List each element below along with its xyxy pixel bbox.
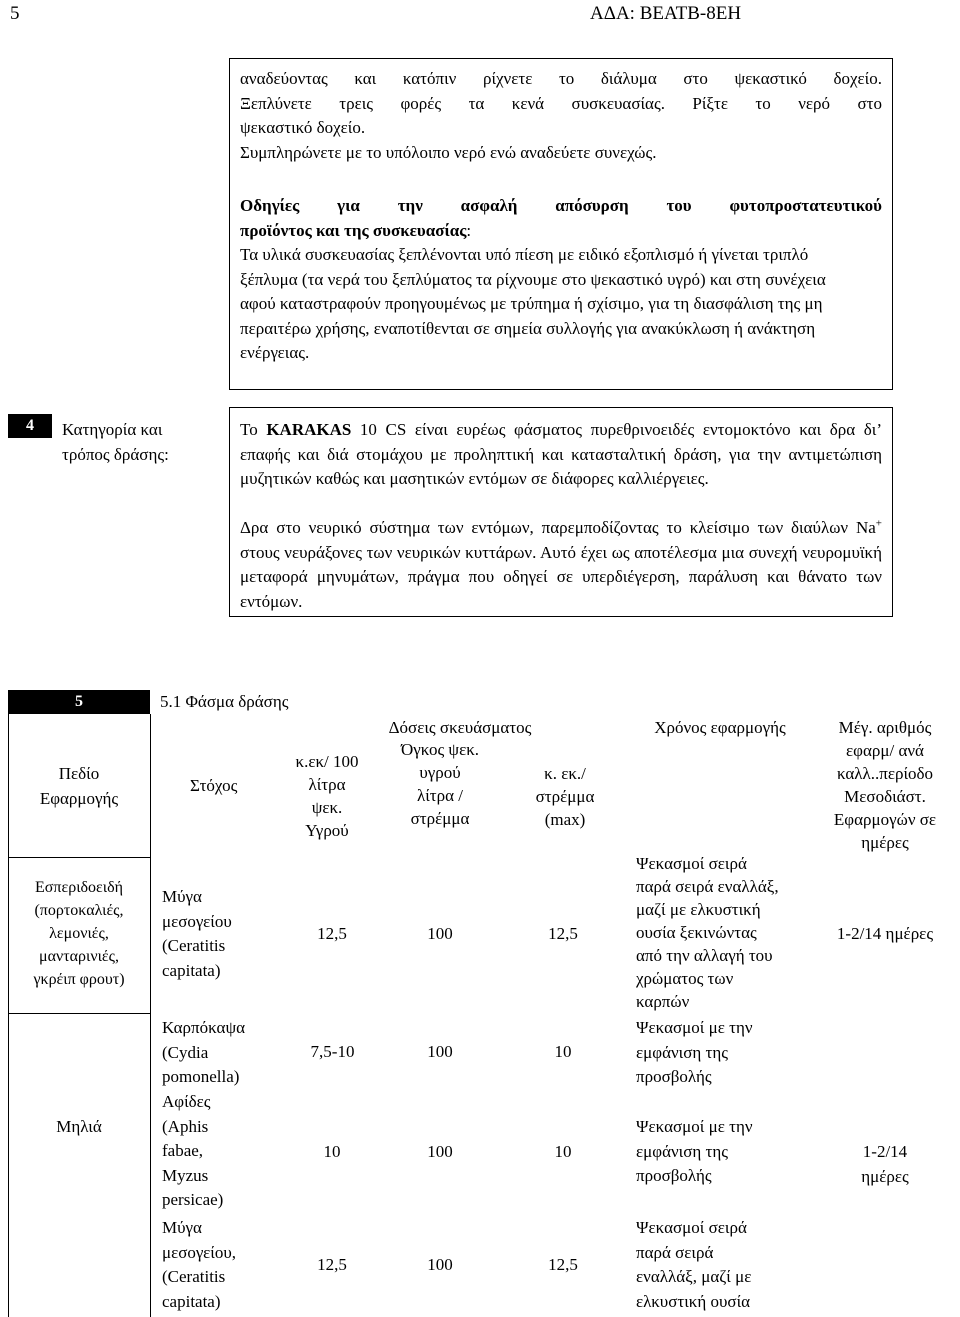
- header-apps-line: εφαρμ/ ανά: [846, 741, 924, 760]
- timing-cell: [636, 1115, 753, 1189]
- timing-line: ουσία ξεκινώντας: [636, 923, 757, 942]
- header-apps-line: καλλ..περίοδο: [836, 764, 934, 783]
- header-target: Στόχος: [190, 776, 238, 795]
- timing-cell: [636, 852, 779, 1013]
- header-field-line: Εφαρμογής: [39, 788, 119, 808]
- timing-line: παρά σειρά εναλλάξ,: [636, 877, 779, 896]
- section-number-badge: [8, 414, 52, 438]
- dose-a-value: 12,5: [317, 924, 347, 943]
- mode-of-action-text-2: [240, 516, 882, 614]
- header-dose-c-line: κ. εκ./: [544, 764, 586, 783]
- target-line: Μύγα: [162, 887, 202, 906]
- target-line: Myzus: [162, 1165, 209, 1185]
- header-field: [8, 762, 150, 811]
- dose-c-value: 12,5: [548, 1255, 578, 1274]
- disposal-text: Τα υλικά συσκευασίας ξεπλένονται υπό πίεση με ειδικό εξοπλισμό ή γίνεται τριπλό ξέπλυμα (τα νερά του ξεπλύματος τα ρίχνουμε στο ψεκαστικό υγρό) και στη συνέχεια αφού καταστραφούν προηγουμένως με τρύπημα ή σχίσιμο, για τη διασφάλιση της μη περαιτέρω χρήσης, εναποτίθενται σε σημεία συλλογής για ανακύκλωση ή ανάκτηση ενέργειας.: [240, 245, 826, 362]
- timing-line: Ψεκασμοί σειρά: [636, 1218, 747, 1237]
- timing-line: προσβολής: [636, 1166, 712, 1185]
- timing-line: παρά σειρά: [636, 1242, 714, 1262]
- timing-line: Ψεκασμοί με την: [636, 1117, 753, 1136]
- apps-line: ημέρες: [861, 1166, 909, 1186]
- section5-title: 5.1 Φάσμα δράσης: [160, 692, 289, 711]
- timing-line: καρπών: [636, 992, 690, 1011]
- header-field-line: Πεδίο: [58, 764, 100, 783]
- target-medfly-apple: [162, 1216, 236, 1314]
- target-line: μεσογείου: [162, 911, 232, 931]
- timing-line: χρώματος των: [636, 969, 734, 988]
- timing-cell: [636, 1216, 751, 1314]
- disposal-heading-colon: :: [466, 220, 472, 240]
- target-line: (Aphis: [162, 1116, 209, 1136]
- section-number: 4: [26, 417, 34, 434]
- disposal-heading-line1: Οδηγίες για την ασφαλή απόσυρση του φυτοπροστατευτικού: [240, 196, 882, 215]
- section-label-line2: τρόπος δράσης:: [62, 444, 169, 464]
- timing-line: εναλλάξ, μαζί με: [636, 1267, 752, 1286]
- crop-apple: Μηλιά: [56, 1117, 102, 1136]
- dose-b-value: 100: [427, 1142, 453, 1161]
- mode-of-action-box: [229, 407, 893, 617]
- header-apps-line: Εφαρμογών σε: [833, 810, 937, 829]
- text-post: 10 CS είναι ευρέως φάσματος πυρεθρινοειδές εντομοκτόνο και δρα δι’ επαφής και διά στομάχου με προληπτική και κατασταλτική δράση, για την αντιμετώπιση μυζητικών καθώς και μασητικών εντόμων σε διάφορες καλλιέργειες.: [240, 420, 882, 488]
- header-dose-b-line: στρέμμα: [410, 809, 470, 828]
- header-dose-a: [282, 750, 372, 842]
- apps-value: [810, 1140, 960, 1189]
- section-label: [62, 418, 169, 467]
- mixing-instructions: [240, 67, 882, 165]
- crop-line: μανταρινιές,: [39, 948, 119, 965]
- target-line: (Ceratitis: [162, 936, 226, 955]
- crop-citrus: [8, 876, 150, 991]
- target-line: (Ceratitis: [162, 1267, 226, 1286]
- target-aphids: [162, 1090, 223, 1213]
- header-timing: Χρόνος εφαρμογής: [654, 718, 786, 737]
- header-apps-line: ημέρες: [861, 833, 909, 852]
- header-dose-a-line: λίτρα: [308, 775, 346, 794]
- dose-a-value: 7,5-10: [310, 1042, 355, 1061]
- target-line: pomonella): [162, 1067, 240, 1086]
- target-line: (Cydia: [162, 1042, 209, 1062]
- text2-post: στους νευράξονες των νευρικών κυττάρων. Αυτό έχει ως αποτέλεσμα μια συνεχή νευρομυϊκή μεταφορά μηνυμάτων, πράγμα που οδηγεί σε υπερδιέγερση, παράλυση και θάνατο των εντόμων.: [240, 542, 882, 611]
- timing-line: από την αλλαγή του: [636, 946, 773, 965]
- text-pre: Το: [240, 420, 267, 439]
- header-dose-c-line: στρέμμα: [535, 787, 595, 806]
- header-dose-c-line: (max): [544, 810, 586, 829]
- timing-line: Ψεκασμοί με την: [636, 1018, 753, 1037]
- timing-line: προσβολής: [636, 1067, 712, 1086]
- dose-b-value: 100: [427, 924, 453, 943]
- page-number: 5: [10, 3, 20, 24]
- crop-line: (πορτοκαλιές,: [34, 902, 124, 919]
- apps-value: 1-2/14 ημέρες: [836, 924, 934, 943]
- mode-of-action-text: [240, 418, 882, 492]
- target-medfly: [162, 885, 232, 983]
- dose-c-value: 10: [554, 1142, 572, 1161]
- header-dose-b-line: υγρού: [419, 763, 461, 782]
- dose-a-value: 10: [323, 1142, 341, 1161]
- dose-b-value: 100: [427, 1042, 453, 1061]
- mixing-line: Συμπληρώνετε με το υπόλοιπο νερό ενώ αναδεύετε συνεχώς.: [240, 142, 657, 162]
- target-line: Αφίδες: [162, 1092, 211, 1111]
- timing-line: Ψεκασμοί σειρά: [636, 854, 747, 873]
- header-dose-b: [385, 738, 495, 830]
- header-dose-a-line: Υγρού: [305, 821, 349, 840]
- apps-line: 1-2/14: [862, 1142, 908, 1161]
- product-name: KARAKAS: [266, 420, 352, 439]
- header-apps-line: Μέγ. αριθμός: [838, 718, 932, 737]
- dose-c-value: 12,5: [548, 924, 578, 943]
- target-line: persicae): [162, 1190, 224, 1209]
- disposal-section: [240, 194, 882, 366]
- header-doses: Δόσεις σκευάσματος: [388, 718, 532, 737]
- table-border: [150, 714, 151, 1317]
- mixing-line: Ξεπλύνετε τρεις φορές τα κενά συσκευασίας. Ρίξτε το νερό στο: [240, 93, 882, 113]
- sodium-superscript: +: [875, 517, 882, 530]
- header-dose-a-line: κ.εκ/ 100: [295, 752, 359, 771]
- header-apps: [810, 716, 960, 854]
- timing-line: εμφάνιση της: [636, 1042, 728, 1062]
- timing-cell: [636, 1016, 753, 1090]
- header-apps-line: Μεσοδιάστ.: [844, 787, 926, 806]
- section5-number-badge: [8, 690, 150, 714]
- crop-line: Εσπεριδοειδή: [35, 879, 123, 896]
- crop-line: λεμονιές,: [49, 925, 109, 942]
- target-line: μεσογείου,: [162, 1242, 237, 1262]
- disposal-heading-line2: προϊόντος και της συσκευασίας: [240, 220, 467, 240]
- header-dose-b-line: Όγκος ψεκ.: [400, 740, 480, 759]
- timing-line: μαζί με ελκυστική: [636, 900, 761, 919]
- target-line: capitata): [162, 960, 221, 980]
- timing-line: ελκυστική ουσία: [636, 1291, 751, 1311]
- dose-c-value: 10: [554, 1042, 572, 1061]
- dose-a-value: 12,5: [317, 1255, 347, 1274]
- target-line: capitata): [162, 1291, 221, 1311]
- disposal-instructions-box: [229, 58, 893, 390]
- text2-pre: Δρα στο νευρικό σύστημα των εντόμων, παρεμποδίζοντας το κλείσιμο των διαύλων Na: [240, 518, 876, 537]
- header-dose-b-line: λίτρα /: [416, 786, 463, 805]
- ada-code: ΑΔΑ: ΒΕΑΤΒ-8ΕΗ: [590, 3, 742, 24]
- header-dose-a-line: ψεκ.: [311, 798, 343, 817]
- table-border: [8, 857, 151, 858]
- header-dose-c: [515, 762, 615, 831]
- timing-line: εμφάνιση της: [636, 1141, 728, 1161]
- table-border: [8, 1013, 151, 1014]
- section-label-line1: Κατηγορία και: [62, 420, 163, 439]
- crop-line: γκρέιπ φρουτ): [33, 971, 125, 988]
- target-line: fabae,: [162, 1141, 204, 1160]
- target-line: Καρπόκαψα: [162, 1018, 245, 1037]
- mixing-line: αναδεύοντας και κατόπιν ρίχνετε το διάλυμα στο ψεκαστικό δοχείο.: [240, 69, 882, 88]
- mixing-line: ψεκαστικό δοχείο.: [240, 118, 366, 137]
- dose-b-value: 100: [427, 1255, 453, 1274]
- target-line: Μύγα: [162, 1218, 202, 1237]
- section5-number: 5: [75, 693, 83, 710]
- target-codling-moth: [162, 1016, 245, 1090]
